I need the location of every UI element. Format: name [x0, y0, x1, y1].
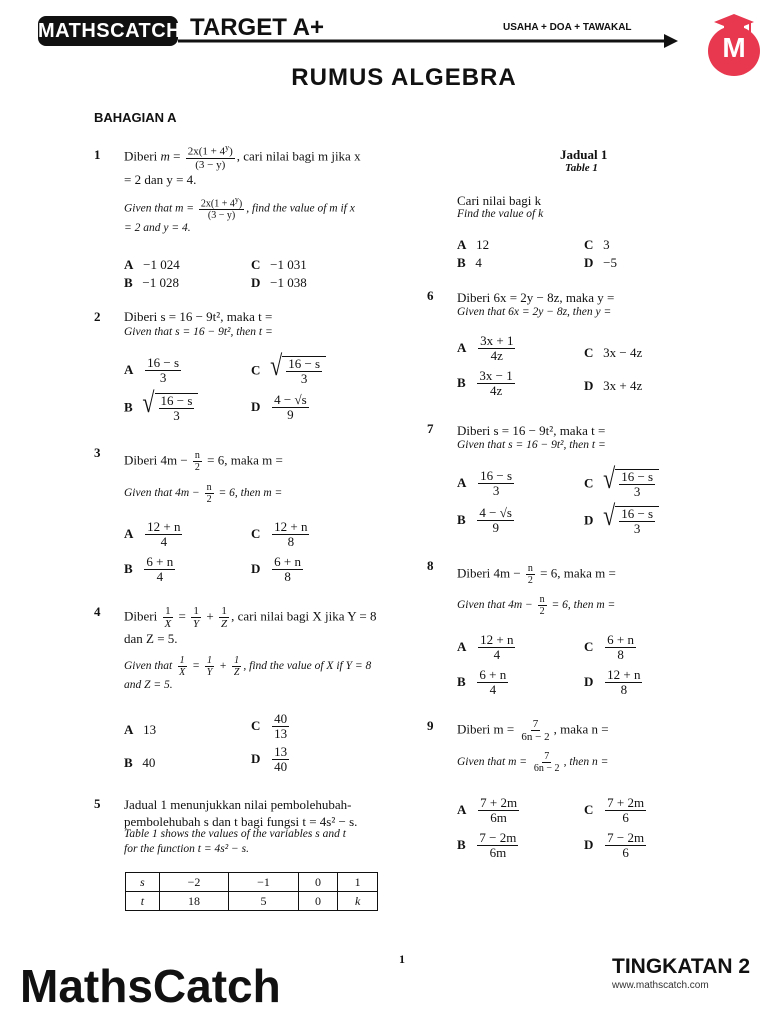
option-c[interactable]: C $\frac{6 + n}{8}$: [584, 632, 634, 663]
option-b[interactable]: B −1 028: [124, 275, 180, 290]
option-c[interactable]: C −1 031: [251, 257, 307, 272]
section-heading: BAHAGIAN A: [94, 110, 177, 125]
option-a[interactable]: A $\frac{16 - s}{3}$: [457, 468, 513, 499]
square-root: √ $\frac{16 - s}{3}$: [603, 506, 659, 537]
page-number: 1: [399, 952, 405, 966]
square-root: √ $\frac{16 - s}{3}$: [603, 469, 659, 500]
option-a[interactable]: A $\frac{12 + n}{4}$: [457, 632, 514, 663]
option-d[interactable]: D $\frac{7 - 2m}{6}$: [584, 830, 645, 861]
option-b[interactable]: B √ $\frac{16 - s}{3}$: [124, 393, 198, 424]
footer-level: TINGKATAN 2: [612, 955, 751, 978]
option-b[interactable]: B 40: [124, 755, 156, 770]
question-number: 6: [427, 288, 434, 303]
fraction: $\frac{6 + n}{4}$: [146, 554, 174, 585]
question-3-malay: Diberi 4m − $\frac{n}{2}$ = 6, maka m =: [124, 450, 283, 473]
option-b[interactable]: B $\frac{3x - 1}{4z}$: [457, 368, 513, 399]
option-c[interactable]: C 3x − 4z: [584, 345, 643, 360]
fraction: $\frac{12 + n}{8}$: [607, 667, 641, 698]
table-row: t 18 5 0 k: [126, 892, 378, 911]
fraction: $\frac{7}{6n - 2}$: [521, 718, 550, 744]
question-2-malay: Diberi s = 16 − 9t², maka t =: [124, 309, 273, 324]
option-c[interactable]: C √ $\frac{16 - s}{3}$: [584, 469, 659, 500]
table-title: Jadual 1: [560, 147, 608, 162]
option-d[interactable]: D −5: [584, 255, 617, 270]
option-c[interactable]: C 3: [584, 237, 610, 252]
option-a[interactable]: A 13: [124, 722, 157, 737]
option-d[interactable]: D 3x + 4z: [584, 378, 643, 393]
footer-url[interactable]: www.mathscatch.com: [612, 980, 709, 991]
fraction: $\frac{7 + 2m}{6m}$: [480, 795, 518, 826]
fraction: $\frac{3x - 1}{4z}$: [479, 368, 513, 399]
brand-badge: MATHSCATCH: [38, 16, 178, 46]
option-d[interactable]: D $\frac{4 - √s}{9}$: [251, 392, 307, 423]
fraction: $\frac{16 - s}{3}$: [480, 468, 513, 499]
fraction: $\frac{16 - s}{3}$: [147, 355, 180, 386]
question-number: 5: [94, 796, 101, 811]
question-1-malay: Diberi m = $\frac{2x(1 + 4^y)}{(3 - y)}$ , cari nilai bagi m jika x = 2 dan y = 4.: [124, 143, 361, 187]
option-c[interactable]: C $\frac{12 + n}{8}$: [251, 519, 308, 550]
square-root: √ $\frac{16 - s}{3}$: [142, 393, 198, 424]
option-c[interactable]: C √ $\frac{16 - s}{3}$: [251, 356, 326, 387]
fraction: $\frac{7 - 2m}{6m}$: [479, 830, 517, 861]
header-motto: USAHA + DOA + TAWAKAL: [503, 22, 632, 33]
square-root: √ $\frac{16 - s}{3}$: [270, 356, 326, 387]
question-number: 1: [94, 147, 101, 162]
question-number: 8: [427, 558, 434, 573]
fraction: $\frac{n}{2}$: [206, 482, 212, 505]
page-title: RUMUS ALGEBRA: [291, 64, 517, 91]
question-number: 2: [94, 309, 101, 324]
question-2-english: Given that s = 16 − 9t², then t =: [124, 326, 273, 338]
question-9-malay: Diberi m = $\frac{7}{6n - 2}$ , maka n =: [457, 718, 609, 744]
fraction: $\frac{6 + n}{4}$: [479, 667, 507, 698]
table-subtitle: Table 1: [565, 162, 598, 174]
fraction: $\frac{12 + n}{4}$: [147, 519, 181, 550]
footer-brand: MathsCatch: [20, 960, 281, 1012]
header-title: TARGET A+: [190, 14, 325, 41]
option-a[interactable]: A $\frac{7 + 2m}{6m}$: [457, 795, 518, 826]
fraction: $\frac{6 + n}{8}$: [274, 554, 301, 585]
fraction: $\frac{7 - 2m}{6}$: [607, 830, 645, 861]
logo-letter: M: [722, 32, 746, 63]
question-number: 3: [94, 445, 101, 460]
fraction: $\frac{12 + n}{4}$: [480, 632, 514, 663]
option-d[interactable]: D $\frac{12 + n}{8}$: [584, 667, 641, 698]
option-d[interactable]: D √ $\frac{16 - s}{3}$: [584, 506, 659, 537]
fraction: $\frac{n}{2}$: [527, 563, 533, 586]
question-5-malay: Jadual 1 menunjukkan nilai pembolehubah- pembolehubah s dan t bagi fungsi t = 4s² − s.: [124, 797, 358, 829]
question-7-english: Given that s = 16 − 9t², then t =: [457, 439, 606, 451]
fraction: $\frac{4 - √s}{9}$: [274, 392, 307, 423]
question-number: 9: [427, 718, 434, 733]
question-5-english: Table 1 shows the values of the variables s and t for the function t = 4s² − s.: [124, 828, 346, 855]
option-c[interactable]: C $\frac{40}{13}$: [251, 711, 288, 742]
option-a[interactable]: A $\frac{16 - s}{3}$: [124, 355, 180, 386]
question-6-malay: Diberi 6x = 2y − 8z, maka y =: [457, 290, 615, 305]
question-8-malay: Diberi 4m − $\frac{n}{2}$ = 6, maka m =: [457, 563, 616, 586]
question-9-english: Given that m = $\frac{7}{6n - 2}$ , then n =: [457, 751, 609, 774]
option-b[interactable]: B $\frac{6 + n}{4}$: [124, 554, 174, 585]
fraction: $\frac{13}{40}$: [274, 744, 288, 775]
question-6-english: Given that 6x = 2y − 8z, then y =: [457, 306, 612, 318]
question-number: 7: [427, 421, 434, 436]
question-7-malay: Diberi s = 16 − 9t², maka t =: [457, 423, 606, 438]
fraction: $\frac{n}{2}$: [539, 594, 545, 617]
fraction: $\frac{6 + n}{8}$: [607, 632, 634, 663]
option-a[interactable]: A −1 024: [124, 257, 180, 272]
option-b[interactable]: B 4: [457, 255, 482, 270]
fraction: $\frac{4 - √s}{9}$: [479, 505, 512, 536]
question-1-english: Given that m = $\frac{2x(1 + 4^y)}{(3 - y)}$ , find the value of m if x = 2 and y = 4.: [124, 195, 355, 235]
fraction: $\frac{7 + 2m}{6}$: [607, 795, 645, 826]
question-4-malay: Diberi $\frac{1}{X}$ = $\frac{1}{Y}$ + $\frac{1}{Z}$ , cari nilai bagi X jika Y = 8 dan Z = 5.: [124, 605, 377, 647]
question-number: 4: [94, 604, 101, 619]
question-4-english: Given that $\frac{1}{X}$ = $\frac{1}{Y}$ + $\frac{1}{Z}$ , find the value of X if Y = 8 and Z = 5.: [124, 655, 372, 691]
option-b[interactable]: B $\frac{4 - √s}{9}$: [457, 505, 512, 536]
fraction: $\frac{12 + n}{8}$: [274, 519, 308, 550]
option-d[interactable]: D $\frac{6 + n}{8}$: [251, 554, 301, 585]
table-1: [125, 872, 378, 911]
fraction: $\frac{2x(1 + 4^y)}{(3 - y)}$: [187, 143, 233, 171]
fraction: $\frac{n}{2}$: [194, 450, 200, 473]
option-d[interactable]: D $\frac{13}{40}$: [251, 744, 288, 775]
header-arrow-line: [178, 34, 680, 48]
option-b[interactable]: B $\frac{6 + n}{4}$: [457, 667, 507, 698]
fraction: $\frac{2x(1 + 4^y)}{(3 - y)}$: [200, 195, 243, 222]
option-a[interactable]: A $\frac{12 + n}{4}$: [124, 519, 181, 550]
fraction: $\frac{7}{6n - 2}$: [533, 751, 560, 774]
option-c[interactable]: C $\frac{7 + 2m}{6}$: [584, 795, 645, 826]
option-a[interactable]: A $\frac{3x + 1}{4z}$: [457, 333, 514, 364]
fraction: $\frac{40}{13}$: [274, 711, 288, 742]
question-8-english: Given that 4m − $\frac{n}{2}$ = 6, then m =: [457, 594, 616, 617]
option-b[interactable]: B $\frac{7 - 2m}{6m}$: [457, 830, 517, 861]
fraction: $\frac{3x + 1}{4z}$: [480, 333, 514, 364]
option-a[interactable]: A 12: [457, 237, 490, 252]
question-5-continued-english: Find the value of k: [457, 208, 544, 220]
table-row: s −2 −1 0 1: [126, 873, 378, 892]
option-d[interactable]: D −1 038: [251, 275, 307, 290]
question-3-english: Given that 4m − $\frac{n}{2}$ = 6, then m =: [124, 482, 283, 505]
question-5-continued: Cari nilai bagi k: [457, 193, 542, 208]
